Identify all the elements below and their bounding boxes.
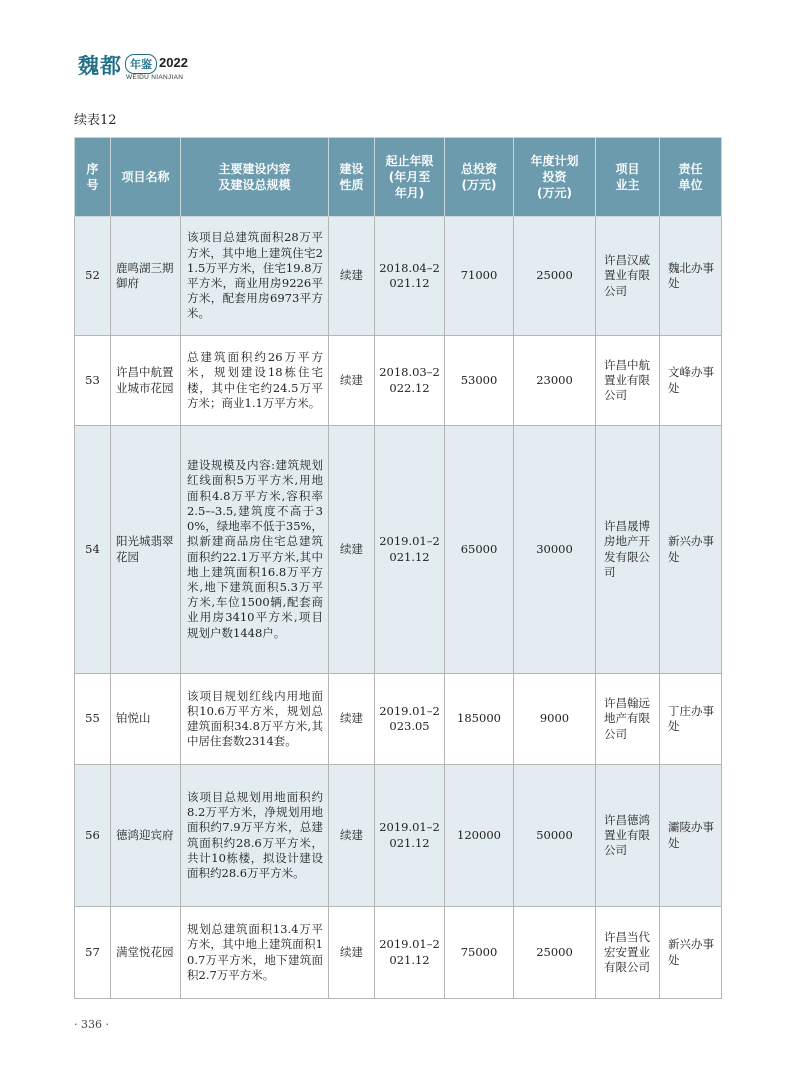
table-row <box>75 217 722 336</box>
col-header-annual: 年度计划 投资 (万元) <box>514 138 596 217</box>
cell-unit: 新兴办事处 <box>660 907 722 999</box>
cell-owner: 许昌当代宏安置业有限公司 <box>596 907 660 999</box>
table-row <box>75 426 722 674</box>
cell-name: 鹿鸣湖三期御府 <box>111 217 181 336</box>
cell-name: 许昌中航置业城市花园 <box>111 336 181 426</box>
cell-no: 54 <box>75 426 111 674</box>
col-header-period: 起止年限 (年月至 年月) <box>375 138 445 217</box>
cell-unit: 丁庄办事处 <box>660 674 722 765</box>
cell-no: 56 <box>75 765 111 907</box>
cell-unit: 魏北办事处 <box>660 217 722 336</box>
cell-owner: 许昌汉威置业有限公司 <box>596 217 660 336</box>
cell-annual: 23000 <box>514 336 596 426</box>
cell-content: 建设规模及内容:建筑规划红线面积5万平方米,用地面积4.8万平方米,容积率2.5–-3.5,建筑度不高于30%，绿地率不低于35%，拟新建商品房住宅总建筑面积约22.1万平方米,其中地上建筑面积16.8万平方米,地下建筑面积5.3万平方米,车位1500辆,配套商业用房3410平方米,项目规划户数1448户。 <box>181 426 329 674</box>
table-row <box>75 336 722 426</box>
table-row <box>75 907 722 999</box>
col-header-no: 序 号 <box>75 138 111 217</box>
cell-content: 该项目规划红线内用地面积10.6万平方米，规划总建筑面积34.8万平方米,其中居住套数2314套。 <box>181 674 329 765</box>
cell-no: 53 <box>75 336 111 426</box>
table-row <box>75 765 722 907</box>
cell-annual: 25000 <box>514 907 596 999</box>
cell-name: 德鸿迎宾府 <box>111 765 181 907</box>
logo-seal: 年鉴 <box>125 54 157 74</box>
cell-period: 2019.01–2021.12 <box>375 765 445 907</box>
cell-unit: 文峰办事处 <box>660 336 722 426</box>
cell-content: 总建筑面积约26万平方米，规划建设18栋住宅楼，其中住宅约24.5万平方米；商业1.1万平方米。 <box>181 336 329 426</box>
projects-table <box>74 137 722 999</box>
cell-period: 2019.01–2021.12 <box>375 907 445 999</box>
table-caption: 续表12 <box>74 113 117 128</box>
cell-nature: 续建 <box>329 336 375 426</box>
cell-unit: 新兴办事处 <box>660 426 722 674</box>
cell-nature: 续建 <box>329 217 375 336</box>
cell-unit: 灞陵办事处 <box>660 765 722 907</box>
logo-title: 魏都 <box>78 54 122 78</box>
cell-nature: 续建 <box>329 765 375 907</box>
col-header-content: 主要建设内容 及建设总规模 <box>181 138 329 217</box>
cell-owner: 许昌德鸿置业有限公司 <box>596 765 660 907</box>
cell-period: 2018.03–2022.12 <box>375 336 445 426</box>
cell-no: 55 <box>75 674 111 765</box>
cell-owner: 许昌翰远地产有限公司 <box>596 674 660 765</box>
cell-total: 75000 <box>445 907 514 999</box>
logo-year: 2022 <box>159 55 188 70</box>
logo-subtitle: WEIDU NIANJIAN <box>126 74 184 81</box>
cell-content: 该项目总规划用地面积约8.2万平方米，净规划用地面积约7.9万平方米，总建筑面积约28.6万平方米，共计10栋楼，拟设计建设面积约28.6万平方米。 <box>181 765 329 907</box>
cell-annual: 50000 <box>514 765 596 907</box>
col-header-unit: 责任 单位 <box>660 138 722 217</box>
cell-annual: 9000 <box>514 674 596 765</box>
cell-no: 52 <box>75 217 111 336</box>
cell-period: 2019.01–2023.05 <box>375 674 445 765</box>
cell-total: 53000 <box>445 336 514 426</box>
cell-period: 2019.01–2021.12 <box>375 426 445 674</box>
cell-total: 120000 <box>445 765 514 907</box>
col-header-owner: 项目 业主 <box>596 138 660 217</box>
cell-name: 阳光城翡翠花园 <box>111 426 181 674</box>
cell-name: 铂悦山 <box>111 674 181 765</box>
cell-annual: 25000 <box>514 217 596 336</box>
cell-content: 规划总建筑面积13.4万平方米，其中地上建筑面积10.7万平方米，地下建筑面积2.7万平方米。 <box>181 907 329 999</box>
table-row <box>75 674 722 765</box>
cell-no: 57 <box>75 907 111 999</box>
page-number: · 336 · <box>74 1018 109 1031</box>
cell-name: 满堂悦花园 <box>111 907 181 999</box>
cell-total: 185000 <box>445 674 514 765</box>
cell-nature: 续建 <box>329 674 375 765</box>
cell-nature: 续建 <box>329 907 375 999</box>
yearbook-logo <box>78 54 188 81</box>
col-header-nature: 建设 性质 <box>329 138 375 217</box>
cell-content: 该项目总建筑面积28万平方米，其中地上建筑住宅21.5万平方米，住宅19.8万平方米，商业用房9226平方米，配套用房6973平方米。 <box>181 217 329 336</box>
cell-owner: 许昌晟博房地产开发有限公司 <box>596 426 660 674</box>
cell-total: 71000 <box>445 217 514 336</box>
cell-annual: 30000 <box>514 426 596 674</box>
col-header-total: 总投资 (万元) <box>445 138 514 217</box>
table-header-row <box>75 138 722 217</box>
col-header-name: 项目名称 <box>111 138 181 217</box>
cell-total: 65000 <box>445 426 514 674</box>
cell-nature: 续建 <box>329 426 375 674</box>
cell-period: 2018.04–2021.12 <box>375 217 445 336</box>
cell-owner: 许昌中航置业有限公司 <box>596 336 660 426</box>
